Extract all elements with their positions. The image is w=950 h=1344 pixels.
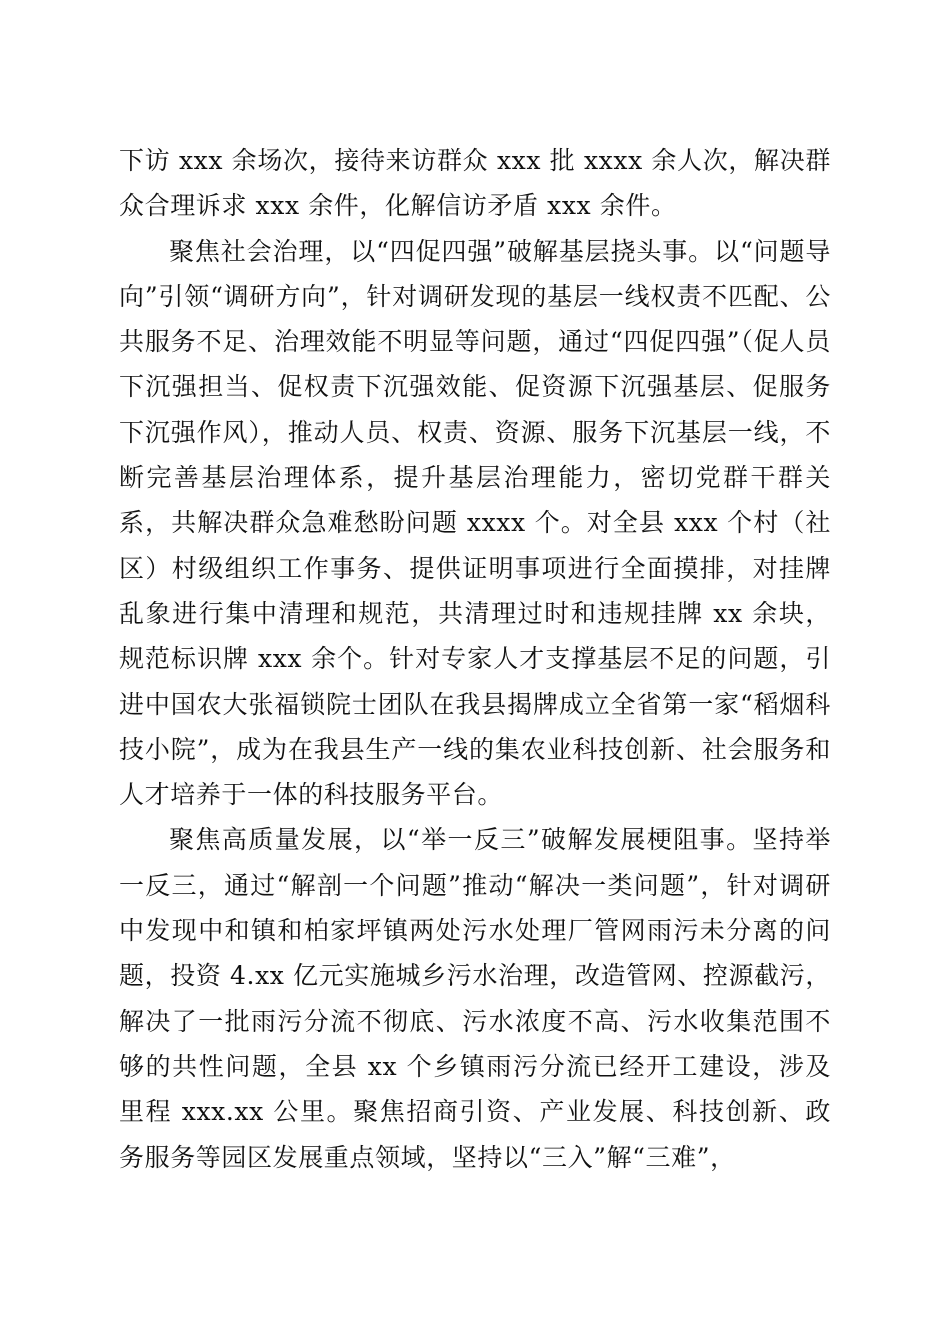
paragraph-continuation: 下访 xxx 余场次，接待来访群众 xxx 批 xxxx 余人次，解决群众合理诉求 xxx 余件，化解信访矛盾 xxx 余件。 <box>119 146 831 221</box>
document-body <box>119 138 831 1180</box>
paragraph-social-governance: 聚焦社会治理，以“四促四强”破解基层挠头事。以“问题导向”引领“调研方向”，针对调研发现的基层一线权责不匹配、公共服务不足、治理效能不明显等问题，通过“四促四强”（促人员下沉强担当、促权责下沉强效能、促资源下沉强基层、促服务下沉强作风），推动人员、权责、资源、服务下沉基层一线，不断完善基层治理体系，提升基层治理能力，密切党群干群关系，共解决群众急难愁盼问题 xxxx 个。对全县 xxx 个村（社区）村级组织工作事务、提供证明事项进行全面摸排，对挂牌乱象进行集中清理和规范，共清理过时和违规挂牌 xx 余块，规范标识牌 xxx 余个。针对专家人才支撑基层不足的问题，引进中国农大张福锁院士团队在我县揭牌成立全省第一家“稻烟科技小院”，成为在我县生产一线的集农业科技创新、社会服务和人才培养于一体的科技服务平台。 <box>119 236 831 810</box>
paragraph-high-quality-development: 聚焦高质量发展，以“举一反三”破解发展梗阻事。坚持举一反三，通过“解剖一个问题”推动“解决一类问题”，针对调研中发现中和镇和柏家坪镇两处污水处理厂管网雨污未分离的问题，投资 4.xx 亿元实施城乡污水治理，改造管网、控源截污，解决了一批雨污分流不彻底、污水浓度不高、污水收集范围不够的共性问题，全县 xx 个乡镇雨污分流已经开工建设，涉及里程 xxx.xx 公里。聚焦招商引资、产业发展、科技创新、政务服务等园区发展重点领域，坚持以“三入”解“三难”， <box>119 825 831 1172</box>
